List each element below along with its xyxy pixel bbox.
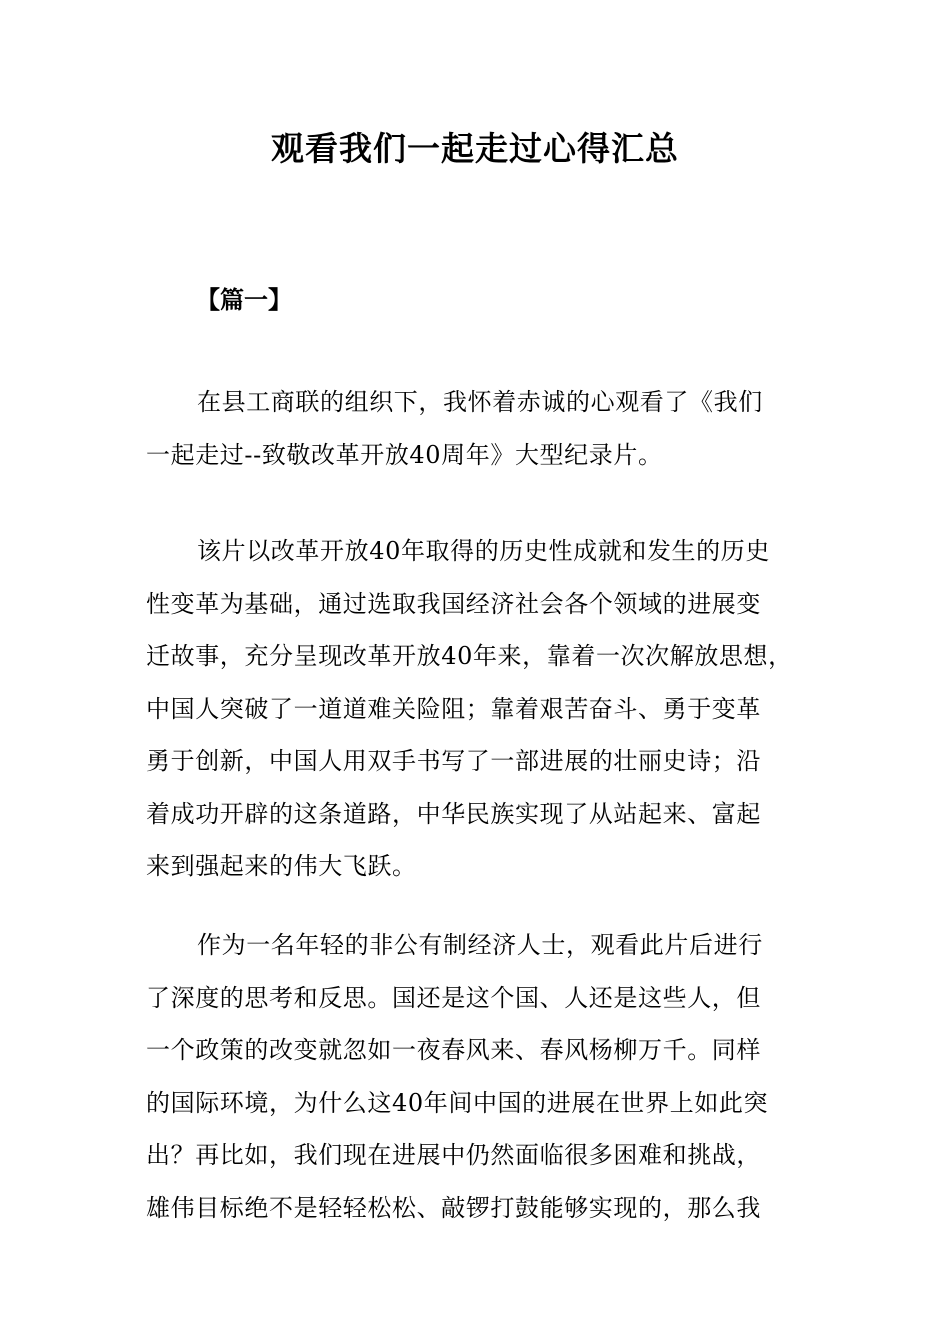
paragraph-line: 一起走过--致敬改革开放40周年》大型纪录片。 bbox=[146, 440, 663, 469]
paragraph-2 bbox=[146, 525, 818, 893]
paragraph-line: 来到强起来的伟大飞跃。 bbox=[146, 852, 417, 880]
paragraph-line: 在县工商联的组织下，我怀着赤诚的心观看了《我们 bbox=[197, 388, 763, 416]
paragraph-line: 着成功开辟的这条道路，中华民族实现了从站起来、富起 bbox=[146, 799, 761, 828]
document-title: 观看我们一起走过心得汇总 bbox=[271, 129, 679, 168]
paragraph-line: 勇于创新，中国人用双手书写了一部进展的壮丽史诗；沿 bbox=[146, 747, 761, 775]
paragraph-line: 的国际环境，为什么这40年间中国的进展在世界上如此突 bbox=[146, 1088, 769, 1117]
paragraph-line: 一个政策的改变就忽如一夜春风来、春风杨柳万千。同样 bbox=[146, 1036, 761, 1064]
paragraph-line: 了深度的思考和反思。国还是这个国、人还是这些人，但 bbox=[146, 983, 761, 1012]
paragraph-line: 雄伟目标绝不是轻轻松松、敲锣打鼓能够实现的，那么我 bbox=[146, 1193, 761, 1222]
paragraph-line: 中国人突破了一道道难关险阻；靠着艰苦奋斗、勇于变革 bbox=[146, 694, 761, 723]
paragraph-line: 该片以改革开放40年取得的历史性成就和发生的历史 bbox=[197, 537, 770, 565]
paragraph-line: 出？再比如，我们现在进展中仍然面临很多困难和挑战， bbox=[146, 1141, 761, 1169]
paragraph-1 bbox=[146, 376, 818, 481]
paragraph-3 bbox=[146, 919, 818, 1234]
section-label: 【篇一】 bbox=[196, 286, 292, 314]
paragraph-line: 性变革为基础，通过选取我国经济社会各个领域的进展变 bbox=[146, 589, 761, 618]
paragraph-line: 作为一名年轻的非公有制经济人士，观看此片后进行 bbox=[197, 931, 763, 959]
paragraph-line: 迁故事，充分呈现改革开放40年来，靠着一次次解放思想， bbox=[146, 642, 793, 670]
